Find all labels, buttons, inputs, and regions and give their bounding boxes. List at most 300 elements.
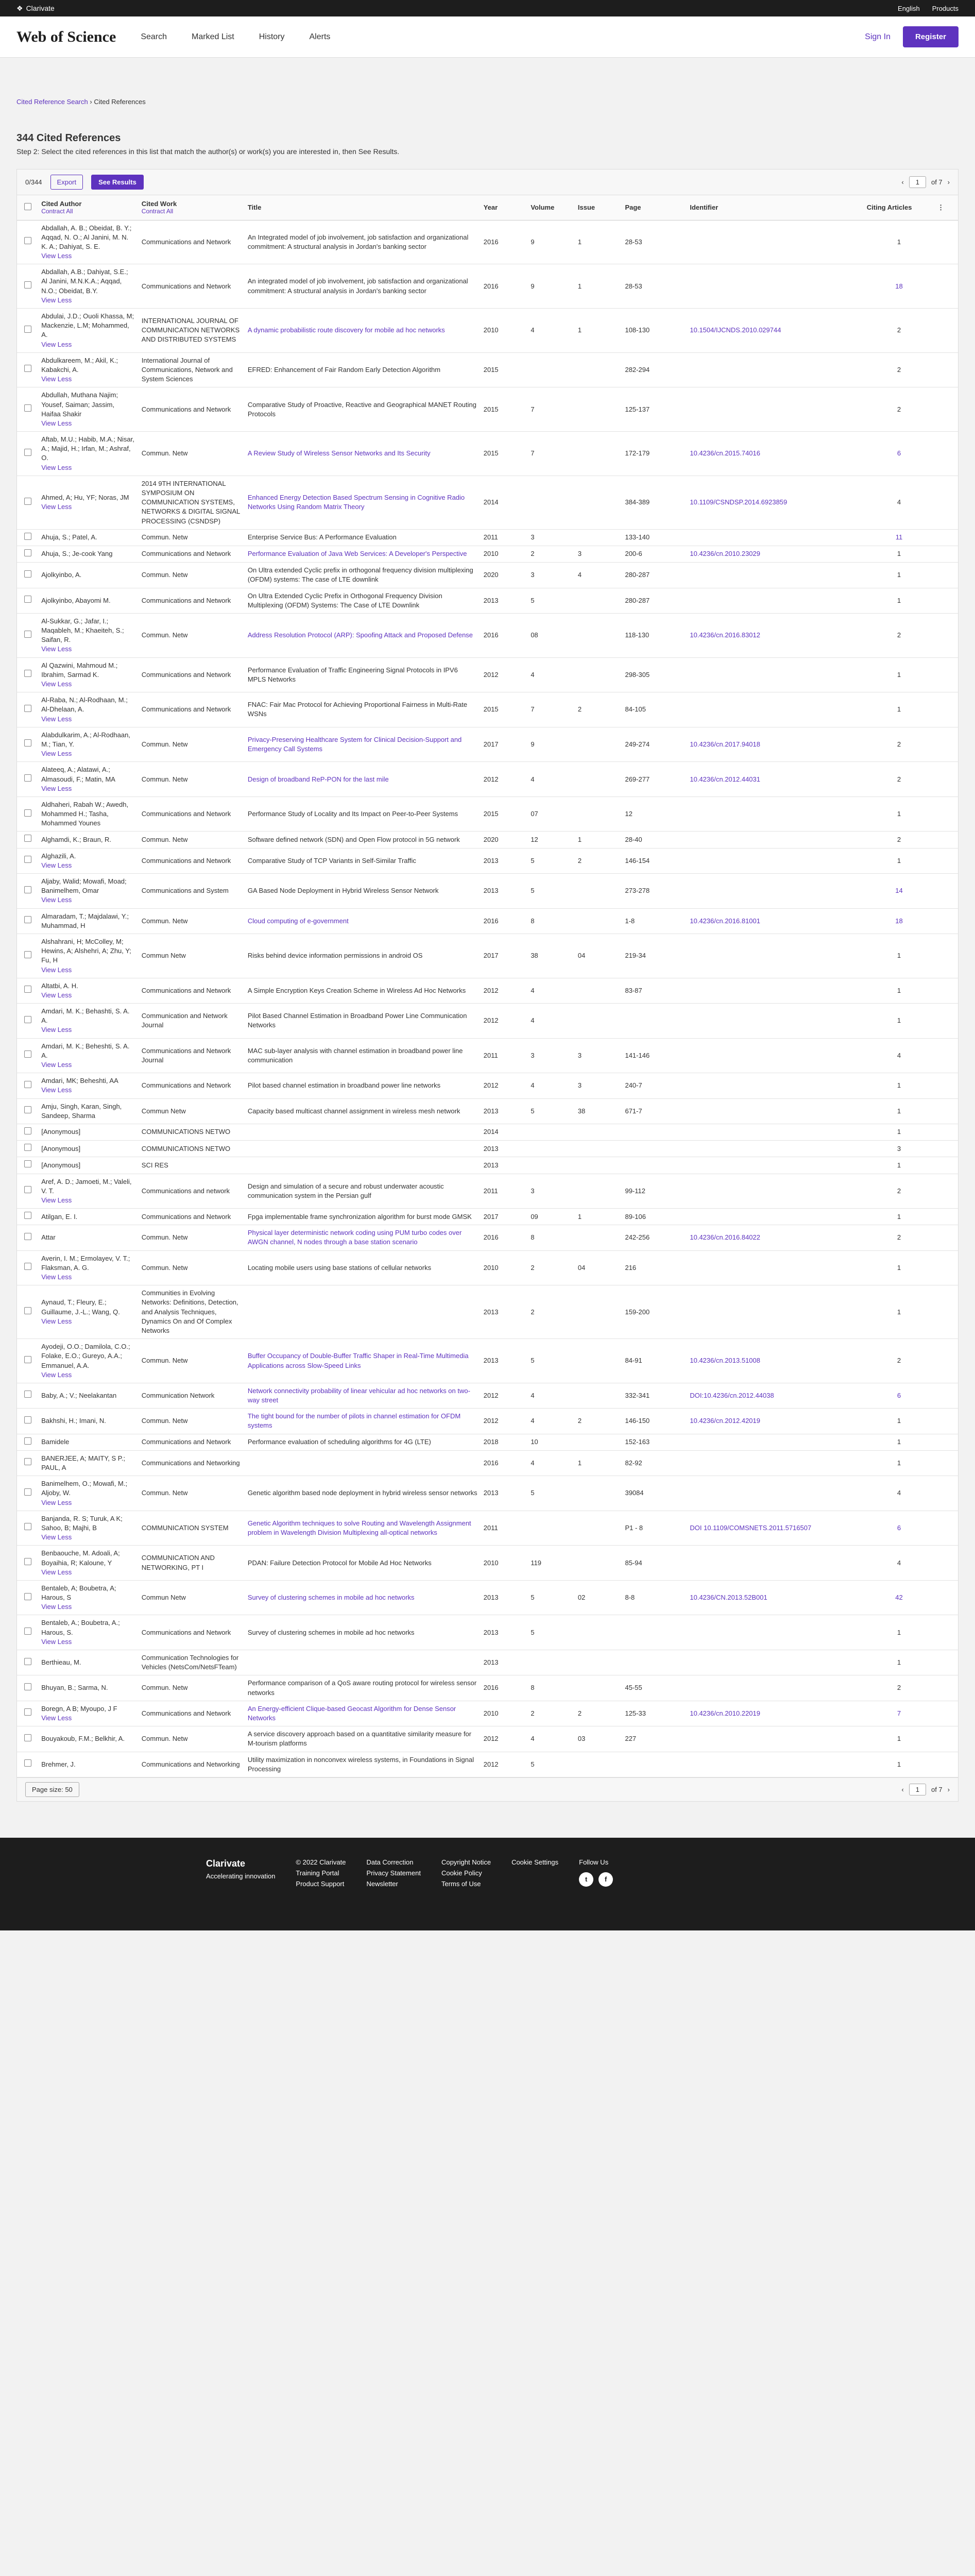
row-checkbox[interactable]	[24, 281, 31, 289]
ref-page: 273-278	[625, 887, 650, 895]
reference-title: An integrated model of job involvement, job satisfaction and organizational commitment: A structural analysis in Jordan's banking sector	[247, 277, 468, 295]
ref-page: 172-179	[625, 449, 650, 457]
citing-articles-count[interactable]: 2	[897, 405, 901, 413]
reference-title: Survey of clustering schemes in mobile ad hoc networks	[247, 1628, 415, 1636]
view-less-link[interactable]: View Less	[41, 296, 72, 304]
ref-volume: 8	[531, 1684, 535, 1692]
col-volume[interactable]: Volume	[527, 195, 575, 220]
citing-articles-count[interactable]: 6	[897, 1523, 901, 1532]
cited-author: Brehmer, J.	[41, 1760, 76, 1768]
column-menu-icon[interactable]: ⋮	[934, 195, 958, 220]
row-checkbox[interactable]	[24, 739, 31, 747]
col-title[interactable]: Title	[245, 195, 481, 220]
reference-title[interactable]: A dynamic probabilistic route discovery for mobile ad hoc networks	[247, 326, 445, 334]
citing-articles-count[interactable]: 1	[897, 1628, 901, 1636]
ref-volume: 9	[531, 238, 535, 246]
row-checkbox[interactable]	[24, 326, 31, 333]
ref-year: 2016	[483, 917, 499, 925]
ref-identifier[interactable]: 10.4236/cn.2016.84022	[690, 1233, 761, 1242]
reference-title[interactable]: Network connectivity probability of linear vehicular ad hoc networks on two-way street	[247, 1386, 470, 1404]
table-row	[17, 563, 958, 588]
ref-page: 28-53	[625, 238, 642, 246]
cited-references-table	[17, 195, 958, 1777]
reference-title[interactable]: Enhanced Energy Detection Based Spectrum Sensing in Cognitive Radio Networks Using Random Matrix Theory	[247, 494, 465, 511]
view-less-link[interactable]: View Less	[41, 645, 72, 653]
cited-author: Alghazili, A.	[41, 852, 76, 860]
citing-articles-count[interactable]: 1	[897, 856, 901, 865]
ref-volume: 119	[531, 1558, 542, 1567]
ref-identifier[interactable]: DOI 10.1109/COMSNETS.2011.5716507	[690, 1523, 812, 1532]
row-checkbox[interactable]	[24, 1458, 31, 1465]
view-less-link[interactable]: View Less	[41, 1714, 72, 1722]
reference-title: Utility maximization in nonconvex wireless systems, in Foundations in Signal Processing	[247, 1755, 474, 1773]
row-checkbox[interactable]	[24, 1186, 31, 1193]
citing-articles-count[interactable]: 2	[897, 1187, 901, 1195]
citing-articles-count[interactable]: 1	[897, 596, 901, 604]
table-row	[17, 1098, 958, 1124]
row-checkbox[interactable]	[24, 549, 31, 556]
col-page[interactable]: Page	[622, 195, 687, 220]
citing-articles-count[interactable]: 1	[897, 1459, 901, 1467]
cited-work: Communications and network	[141, 1187, 230, 1195]
ref-page: 133-140	[625, 533, 650, 541]
ref-identifier[interactable]: DOI:10.4236/cn.2012.44038	[690, 1391, 774, 1399]
table-row	[17, 546, 958, 562]
table-row	[17, 692, 958, 727]
ref-volume: 9	[531, 740, 535, 748]
row-checkbox[interactable]	[24, 705, 31, 712]
citing-articles-count[interactable]: 1	[897, 1263, 901, 1272]
ref-identifier[interactable]: 10.1109/CSNDSP.2014.6923859	[690, 498, 788, 506]
citing-articles-count[interactable]: 18	[895, 917, 903, 925]
view-less-link[interactable]: View Less	[41, 896, 72, 904]
row-checkbox[interactable]	[24, 886, 31, 893]
ref-issue: 2	[577, 856, 582, 865]
row-checkbox[interactable]	[24, 1734, 31, 1741]
twitter-icon[interactable]: t	[579, 1872, 593, 1887]
products-menu[interactable]: Products	[932, 4, 959, 12]
ref-volume: 38	[531, 952, 538, 960]
cited-work: Communications and Network	[141, 856, 231, 865]
view-less-link[interactable]: View Less	[41, 1533, 72, 1541]
ref-year: 2014	[483, 498, 499, 506]
citing-articles-count[interactable]: 2	[897, 326, 901, 334]
row-checkbox[interactable]	[24, 1144, 31, 1151]
table-row	[17, 1250, 958, 1285]
ref-volume: 8	[531, 917, 535, 925]
ref-identifier[interactable]: 10.4236/cn.2016.83012	[690, 631, 761, 639]
footer-link[interactable]: Privacy Statement	[366, 1869, 421, 1877]
row-checkbox[interactable]	[24, 1233, 31, 1240]
ref-volume: 4	[531, 1081, 535, 1090]
select-all-checkbox[interactable]	[24, 203, 31, 210]
row-checkbox[interactable]	[24, 237, 31, 244]
row-checkbox[interactable]	[24, 1628, 31, 1635]
table-row	[17, 1675, 958, 1701]
ref-year: 2020	[483, 571, 499, 579]
row-checkbox[interactable]	[24, 1708, 31, 1716]
row-checkbox[interactable]	[24, 1307, 31, 1314]
ref-volume: 4	[531, 1459, 535, 1467]
citing-articles-count[interactable]: 2	[897, 1684, 901, 1692]
cited-author: Attar	[41, 1233, 56, 1242]
citing-articles-count[interactable]: 6	[897, 449, 901, 457]
row-checkbox[interactable]	[24, 1391, 31, 1398]
cited-work: Communications and Network	[141, 405, 231, 413]
footer-copyright: © 2022 Clarivate	[296, 1858, 346, 1866]
view-less-link[interactable]: View Less	[41, 463, 72, 471]
view-less-link[interactable]: View Less	[41, 503, 72, 511]
ref-year: 2012	[483, 670, 499, 679]
view-less-link[interactable]: View Less	[41, 1317, 72, 1325]
row-checkbox[interactable]	[24, 916, 31, 923]
view-less-link[interactable]: View Less	[41, 1498, 72, 1506]
col-author[interactable]: Cited Author Contract All	[38, 195, 139, 220]
footer-link[interactable]: Training Portal	[296, 1869, 339, 1877]
reference-title[interactable]: Physical layer deterministic network coding using PUM turbo codes over AWGN channel, N nodes through a base station scenario	[247, 1229, 462, 1246]
row-checkbox[interactable]	[24, 1127, 31, 1134]
nav-alerts[interactable]: Alerts	[309, 32, 331, 41]
reference-title[interactable]: Buffer Occupancy of Double-Buffer Traffic Shaper in Real-Time Multimedia Applications across Slow-Speed Links	[247, 1352, 469, 1369]
citing-articles-count[interactable]: 11	[895, 533, 903, 541]
table-row	[17, 613, 958, 657]
ref-page: P1 - 8	[625, 1523, 643, 1532]
view-less-link[interactable]: View Less	[41, 1196, 72, 1204]
ref-year: 2013	[483, 1308, 499, 1316]
view-less-link[interactable]: View Less	[41, 1568, 72, 1576]
table-row	[17, 978, 958, 1003]
citing-articles-count[interactable]: 1	[897, 705, 901, 714]
row-checkbox[interactable]	[24, 951, 31, 958]
citing-articles-count[interactable]: 18	[895, 282, 903, 290]
row-checkbox[interactable]	[24, 1683, 31, 1690]
reference-title[interactable]: An Energy-efficient Clique-based Geocast Algorithm for Dense Sensor Networks	[247, 1704, 456, 1722]
view-less-link[interactable]: View Less	[41, 680, 72, 688]
ref-year: 2017	[483, 740, 499, 748]
ref-identifier[interactable]: 10.4236/cn.2010.23029	[690, 550, 761, 558]
citing-articles-count[interactable]: 2	[897, 1357, 901, 1365]
ref-identifier[interactable]: 10.4236/cn.2013.51008	[690, 1357, 761, 1365]
citing-articles-count[interactable]: 1	[897, 1417, 901, 1425]
view-less-link[interactable]: View Less	[41, 340, 72, 348]
cited-author: Amdari, M. K.; Behashti, S. A. A.	[41, 1007, 130, 1025]
ref-page: 84-91	[625, 1357, 642, 1365]
citing-articles-count[interactable]: 1	[897, 1308, 901, 1316]
prev-page-icon[interactable]: ‹	[901, 178, 904, 186]
cited-work: Communications and Network Journal	[141, 1046, 231, 1064]
page-input[interactable]: 1	[909, 1784, 926, 1795]
ref-identifier[interactable]: 10.4236/cn.2010.22019	[690, 1709, 761, 1717]
view-less-link[interactable]: View Less	[41, 715, 72, 723]
view-less-link[interactable]: View Less	[41, 1370, 72, 1379]
cited-work: Commun. Netw	[141, 1417, 188, 1425]
cited-author: Amdari, MK; Beheshti, AA	[41, 1077, 118, 1085]
citing-articles-count[interactable]: 2	[897, 835, 901, 843]
citing-articles-count[interactable]: 14	[895, 887, 903, 895]
reference-title[interactable]: Design of broadband ReP-PON for the last mile	[247, 775, 389, 783]
ref-year: 2012	[483, 1735, 499, 1743]
cited-work: Commun. Netw	[141, 1684, 188, 1692]
footer-link[interactable]: Newsletter	[366, 1879, 398, 1888]
row-checkbox[interactable]	[24, 1263, 31, 1270]
row-checkbox[interactable]	[24, 1160, 31, 1167]
row-checkbox[interactable]	[24, 570, 31, 578]
citing-articles-count[interactable]: 1	[897, 1016, 901, 1025]
row-checkbox[interactable]	[24, 498, 31, 505]
row-checkbox[interactable]	[24, 1488, 31, 1496]
ref-identifier[interactable]: 10.4236/cn.2012.42019	[690, 1417, 761, 1425]
reference-title[interactable]: Cloud computing of e-government	[247, 917, 349, 925]
row-checkbox[interactable]	[24, 670, 31, 677]
row-checkbox[interactable]	[24, 596, 31, 603]
table-header-row	[17, 195, 958, 220]
reference-title[interactable]: The tight bound for the number of pilots in channel estimation for OFDM systems	[247, 1412, 461, 1430]
sign-in-button[interactable]: Sign In	[865, 32, 891, 41]
citing-articles-count[interactable]: 4	[897, 498, 901, 506]
ref-page: 146-150	[625, 1417, 650, 1425]
cited-work: Communications and Network	[141, 1709, 231, 1717]
citing-articles-count[interactable]: 1	[897, 1760, 901, 1768]
ref-year: 2013	[483, 1107, 499, 1115]
citing-articles-count[interactable]: 1	[897, 1658, 901, 1667]
row-checkbox[interactable]	[24, 1212, 31, 1219]
reference-title[interactable]: Performance Evaluation of Java Web Services: A Developer's Perspective	[247, 550, 467, 558]
view-less-link[interactable]: View Less	[41, 1273, 72, 1281]
cited-author: Ajolkyinbo, Abayomi M.	[41, 596, 111, 604]
table-row	[17, 529, 958, 546]
col-year[interactable]: Year	[481, 195, 528, 220]
cited-work: Commun. Netw	[141, 1357, 188, 1365]
cited-author: Almaradam, T.; Majdalawi, Y.; Muhammad, H	[41, 912, 129, 929]
ref-year: 2015	[483, 810, 499, 818]
register-button[interactable]: Register	[903, 26, 959, 47]
ref-volume: 12	[531, 835, 538, 843]
table-row	[17, 1209, 958, 1225]
row-checkbox[interactable]	[24, 1593, 31, 1600]
ref-year: 2016	[483, 1459, 499, 1467]
table-row	[17, 1752, 958, 1777]
view-less-link[interactable]: View Less	[41, 991, 72, 999]
row-checkbox[interactable]	[24, 1416, 31, 1423]
ref-volume: 5	[531, 596, 535, 604]
cited-work: Commun Netw	[141, 1107, 186, 1115]
reference-title: PDAN: Failure Detection Protocol for Mobile Ad Hoc Networks	[247, 1558, 432, 1567]
page-input[interactable]: 1	[909, 176, 926, 188]
cited-work: Commun. Netw	[141, 1263, 188, 1272]
ref-identifier[interactable]: 10.1504/IJCNDS.2010.029744	[690, 326, 781, 334]
footer-link[interactable]: Cookie Policy	[441, 1869, 482, 1877]
ref-identifier[interactable]: 10.4236/cn.2017.94018	[690, 740, 761, 748]
view-less-link[interactable]: View Less	[41, 1061, 72, 1069]
cited-author: Al-Raba, N.; Al-Rodhaan, M.; Al-Dhelaan, A.	[41, 696, 128, 714]
row-checkbox[interactable]	[24, 449, 31, 456]
citing-articles-count[interactable]: 1	[897, 1107, 901, 1115]
view-less-link[interactable]: View Less	[41, 965, 72, 974]
cited-work: Communication Network	[141, 1391, 215, 1399]
ref-page: 89-106	[625, 1212, 646, 1221]
reference-title[interactable]: Privacy-Preserving Healthcare System for Clinical Decision-Support and Emergency Call Systems	[247, 735, 462, 753]
citing-articles-count[interactable]: 1	[897, 1081, 901, 1090]
row-checkbox[interactable]	[24, 986, 31, 993]
table-row	[17, 1285, 958, 1339]
reference-title: Comparative Study of TCP Variants in Self-Similar Traffic	[247, 856, 416, 865]
top-pager	[901, 176, 950, 188]
col-citing[interactable]: Citing Articles	[864, 195, 934, 220]
reference-title: Fpga implementable frame synchronization algorithm for burst mode GMSK	[247, 1212, 472, 1221]
cited-author: Amju, Singh, Karan, Singh, Sandeep, Sharma	[41, 1102, 122, 1120]
citing-articles-count[interactable]: 1	[897, 238, 901, 246]
breadcrumb-parent[interactable]: Cited Reference Search	[16, 98, 88, 106]
author-contract-all[interactable]: Contract All	[41, 208, 73, 215]
citing-articles-count[interactable]: 1	[897, 550, 901, 558]
next-page-icon[interactable]: ›	[947, 1785, 950, 1793]
view-less-link[interactable]: View Less	[41, 750, 72, 758]
footer-link[interactable]: Cookie Settings	[511, 1858, 559, 1866]
cited-work: Communications and Network	[141, 550, 231, 558]
view-less-link[interactable]: View Less	[41, 375, 72, 383]
footer-link[interactable]: Copyright Notice	[441, 1858, 491, 1866]
citing-articles-count[interactable]: 1	[897, 986, 901, 994]
citing-articles-count[interactable]: 6	[897, 1391, 901, 1399]
ref-year: 2016	[483, 1233, 499, 1242]
work-contract-all[interactable]: Contract All	[141, 208, 174, 215]
ref-identifier[interactable]: 10.4236/cn.2012.44031	[690, 775, 761, 783]
footer-link[interactable]: Data Correction	[366, 1858, 414, 1866]
view-less-link[interactable]: View Less	[41, 1086, 72, 1094]
ref-volume: 4	[531, 1016, 535, 1025]
ref-page: 200-6	[625, 550, 642, 558]
row-checkbox[interactable]	[24, 856, 31, 863]
citing-articles-count[interactable]: 1	[897, 952, 901, 960]
citing-articles-count[interactable]: 7	[897, 1709, 901, 1717]
view-less-link[interactable]: View Less	[41, 419, 72, 427]
ref-volume: 5	[531, 1357, 535, 1365]
results-footer	[17, 1777, 958, 1801]
ref-identifier[interactable]: 10.4236/cn.2016.81001	[690, 917, 761, 925]
ref-identifier[interactable]: 10.4236/cn.2015.74016	[690, 449, 761, 457]
reference-title[interactable]: A Review Study of Wireless Sensor Networks and Its Security	[247, 449, 431, 457]
col-work[interactable]: Cited Work Contract All	[139, 195, 245, 220]
citing-articles-count[interactable]: 1	[897, 1735, 901, 1743]
reference-title: A Simple Encryption Keys Creation Scheme in Wireless Ad Hoc Networks	[247, 986, 466, 994]
row-checkbox[interactable]	[24, 1558, 31, 1565]
view-less-link[interactable]: View Less	[41, 1603, 72, 1611]
view-less-link[interactable]: View Less	[41, 252, 72, 260]
row-checkbox[interactable]	[24, 365, 31, 372]
row-checkbox[interactable]	[24, 1658, 31, 1665]
ref-year: 2011	[483, 1051, 498, 1059]
nav-marked-list[interactable]: Marked List	[192, 32, 234, 41]
row-checkbox[interactable]	[24, 1016, 31, 1023]
ref-year: 2013	[483, 1144, 499, 1153]
table-row	[17, 908, 958, 934]
ref-identifier[interactable]: 10.4236/CN.2013.52B001	[690, 1594, 767, 1602]
ref-volume: 8	[531, 1233, 535, 1242]
row-checkbox[interactable]	[24, 1106, 31, 1113]
nav-search[interactable]: Search	[141, 32, 167, 41]
citing-articles-count[interactable]: 2	[897, 631, 901, 639]
nav-history[interactable]: History	[259, 32, 285, 41]
ref-page: 8-8	[625, 1594, 635, 1602]
ref-volume: 7	[531, 405, 535, 413]
clarivate-brand[interactable]: ❖ Clarivate	[16, 4, 55, 12]
ref-issue: 3	[577, 1051, 582, 1059]
facebook-icon[interactable]: f	[598, 1872, 613, 1887]
view-less-link[interactable]: View Less	[41, 861, 72, 869]
citing-articles-count[interactable]: 1	[897, 670, 901, 679]
row-checkbox[interactable]	[24, 774, 31, 782]
citing-articles-count[interactable]: 1	[897, 571, 901, 579]
view-less-link[interactable]: View Less	[41, 1026, 72, 1034]
view-less-link[interactable]: View Less	[41, 1637, 72, 1646]
next-page-icon[interactable]: ›	[947, 178, 950, 186]
row-checkbox[interactable]	[24, 1523, 31, 1530]
table-row	[17, 1546, 958, 1581]
citing-articles-count[interactable]: 1	[897, 810, 901, 818]
row-checkbox[interactable]	[24, 1081, 31, 1088]
ref-year: 2016	[483, 631, 499, 639]
row-checkbox[interactable]	[24, 1356, 31, 1363]
row-checkbox[interactable]	[24, 1050, 31, 1058]
cited-work: Commun Netw	[141, 1594, 186, 1602]
footer-link[interactable]: Terms of Use	[441, 1879, 481, 1888]
row-checkbox[interactable]	[24, 1437, 31, 1445]
reference-title[interactable]: Genetic Algorithm techniques to solve Routing and Wavelength Assignment problem in Wavelength Division Multiplexing all-optical networks	[247, 1519, 471, 1537]
col-issue[interactable]: Issue	[575, 195, 622, 220]
language-menu[interactable]: English	[898, 4, 920, 12]
page-size-select[interactable]: Page size: 50	[25, 1782, 79, 1797]
citing-articles-count[interactable]: 2	[897, 775, 901, 783]
reference-title[interactable]: Survey of clustering schemes in mobile ad hoc networks	[247, 1594, 415, 1602]
citing-articles-count[interactable]: 1	[897, 1212, 901, 1221]
citing-articles-count[interactable]: 2	[897, 1233, 901, 1242]
prev-page-icon[interactable]: ‹	[901, 1785, 904, 1793]
citing-articles-count[interactable]: 2	[897, 740, 901, 748]
footer-link[interactable]: Product Support	[296, 1879, 345, 1888]
cited-work: Commun. Netw	[141, 917, 188, 925]
citing-articles-count[interactable]: 4	[897, 1558, 901, 1567]
view-less-link[interactable]: View Less	[41, 784, 72, 792]
citing-articles-count[interactable]: 4	[897, 1051, 901, 1059]
ref-year: 2013	[483, 1628, 499, 1636]
row-checkbox[interactable]	[24, 1759, 31, 1767]
citing-articles-count[interactable]: 4	[897, 1489, 901, 1497]
row-checkbox[interactable]	[24, 533, 31, 540]
citing-articles-count[interactable]: 1	[897, 1128, 901, 1136]
citing-articles-count[interactable]: 2	[897, 365, 901, 374]
export-button[interactable]: Export	[50, 175, 83, 190]
row-checkbox[interactable]	[24, 809, 31, 817]
wos-logo[interactable]: Web of Science	[16, 28, 116, 45]
cited-work: International Journal of Communications, Network and System Sciences	[141, 356, 233, 383]
citing-articles-count[interactable]: 1	[897, 1438, 901, 1446]
row-checkbox[interactable]	[24, 835, 31, 842]
cited-work: Communication and Network Journal	[141, 1012, 228, 1029]
cited-author: Abdulai, J.D.; Ouoli Khassa, M; Mackenzie, L.M; Mohammed, A.	[41, 312, 134, 339]
row-checkbox[interactable]	[24, 631, 31, 638]
reference-title[interactable]: Address Resolution Protocol (ARP): Spoofing Attack and Proposed Defense	[247, 631, 473, 639]
col-identifier[interactable]: Identifier	[687, 195, 863, 220]
row-checkbox[interactable]	[24, 404, 31, 412]
table-row	[17, 309, 958, 353]
citing-articles-count[interactable]: 1	[897, 1161, 901, 1169]
citing-articles-count[interactable]: 42	[895, 1594, 903, 1602]
citing-articles-count[interactable]: 3	[897, 1144, 901, 1153]
see-results-button[interactable]: See Results	[91, 175, 144, 190]
ref-year: 2013	[483, 1594, 499, 1602]
ref-page: 159-200	[625, 1308, 650, 1316]
ref-volume: 5	[531, 1107, 535, 1115]
